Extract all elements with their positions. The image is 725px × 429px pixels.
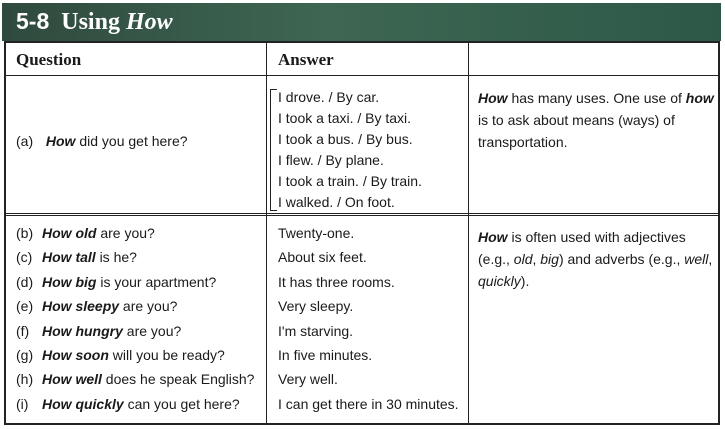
question-label: (i) — [16, 395, 29, 412]
question-row — [16, 225, 155, 241]
note-example: well — [684, 251, 709, 267]
question-label: (a) — [16, 133, 34, 149]
question-keyword: How big — [42, 273, 97, 290]
note-text: has many uses. One use of — [507, 90, 686, 106]
question-keyword: How quickly — [42, 395, 124, 412]
question-row — [16, 323, 181, 339]
question-row — [16, 249, 137, 265]
question-label: (c) — [16, 249, 33, 266]
question-text: are you? — [126, 322, 182, 339]
question-keyword: How — [45, 133, 76, 149]
answer-item: I walked. / On foot. — [278, 194, 395, 210]
question-label: (b) — [16, 225, 34, 241]
header-answer: Answer — [278, 50, 334, 69]
question-keyword: How tall — [42, 249, 96, 266]
header-question: Question — [16, 50, 82, 69]
answer-item: I drove. / By car. — [278, 89, 380, 105]
answer-item: In five minutes. — [278, 347, 373, 363]
answer-item: About six feet. — [278, 249, 367, 266]
question-row — [16, 274, 216, 290]
question-text: did you get here? — [79, 133, 188, 149]
note-text: , — [532, 251, 541, 267]
note-adjectives — [478, 226, 714, 292]
question-keyword: How soon — [42, 347, 109, 363]
answer-item: I'm starving. — [278, 322, 354, 339]
question-text: are you? — [100, 225, 155, 241]
column-divider — [266, 43, 267, 423]
answer-item: Twenty-one. — [278, 225, 355, 241]
note-text: , — [708, 251, 713, 267]
note-keyword: How — [478, 90, 508, 106]
answer-item: It has three rooms. — [278, 273, 395, 290]
note-keyword: how — [685, 90, 714, 106]
note-text: ) and adverbs (e.g., — [558, 251, 685, 267]
answer-item: Very well. — [278, 371, 338, 388]
answer-item: I took a taxi. / By taxi. — [278, 110, 412, 126]
question-keyword: How old — [42, 225, 97, 241]
question-keyword: How sleepy — [42, 298, 120, 315]
question-text: is he? — [99, 249, 137, 266]
note-text: ). — [520, 273, 530, 289]
question-row — [16, 371, 254, 387]
question-keyword: How hungry — [42, 322, 123, 339]
question-text: does he speak English? — [105, 371, 255, 388]
section-divider — [6, 213, 718, 216]
answer-item: I took a train. / By train. — [278, 173, 422, 189]
question-text: is your apartment? — [100, 273, 217, 290]
answer-bracket — [270, 89, 277, 211]
question-row — [16, 298, 177, 314]
question-label: (g) — [16, 347, 34, 363]
question-row — [16, 133, 188, 149]
answer-item: I took a bus. / By bus. — [278, 131, 413, 147]
question-text: can you get here? — [127, 395, 240, 412]
note-text: is to ask about means (ways) of transportation. — [478, 112, 675, 150]
answer-item: Very sleepy. — [278, 298, 354, 315]
question-keyword: How well — [42, 371, 102, 388]
question-text: will you be ready? — [112, 347, 225, 363]
note-keyword: How — [478, 229, 508, 245]
question-label: (d) — [16, 273, 34, 290]
grammar-table — [4, 41, 720, 425]
chart-number: 5-8 — [16, 8, 50, 34]
note-example: quickly — [478, 273, 521, 289]
question-text: are you? — [122, 298, 178, 315]
question-label: (e) — [16, 298, 34, 315]
question-row — [16, 396, 240, 412]
chart-title — [16, 8, 173, 36]
column-divider — [468, 43, 469, 423]
note-example: big — [540, 251, 559, 267]
note-transportation — [478, 87, 714, 153]
question-label: (f) — [16, 322, 30, 339]
answer-item: I can get there in 30 minutes. — [278, 395, 459, 412]
title-prefix: Using — [61, 9, 120, 35]
chart-banner — [2, 3, 721, 41]
answer-item: I flew. / By plane. — [278, 152, 384, 168]
question-label: (h) — [16, 371, 34, 388]
title-keyword: How — [125, 9, 173, 35]
question-row — [16, 347, 225, 363]
note-text: is often used with adjectives (e.g., — [478, 229, 686, 267]
header-divider — [6, 75, 718, 76]
note-example: old — [513, 251, 533, 267]
